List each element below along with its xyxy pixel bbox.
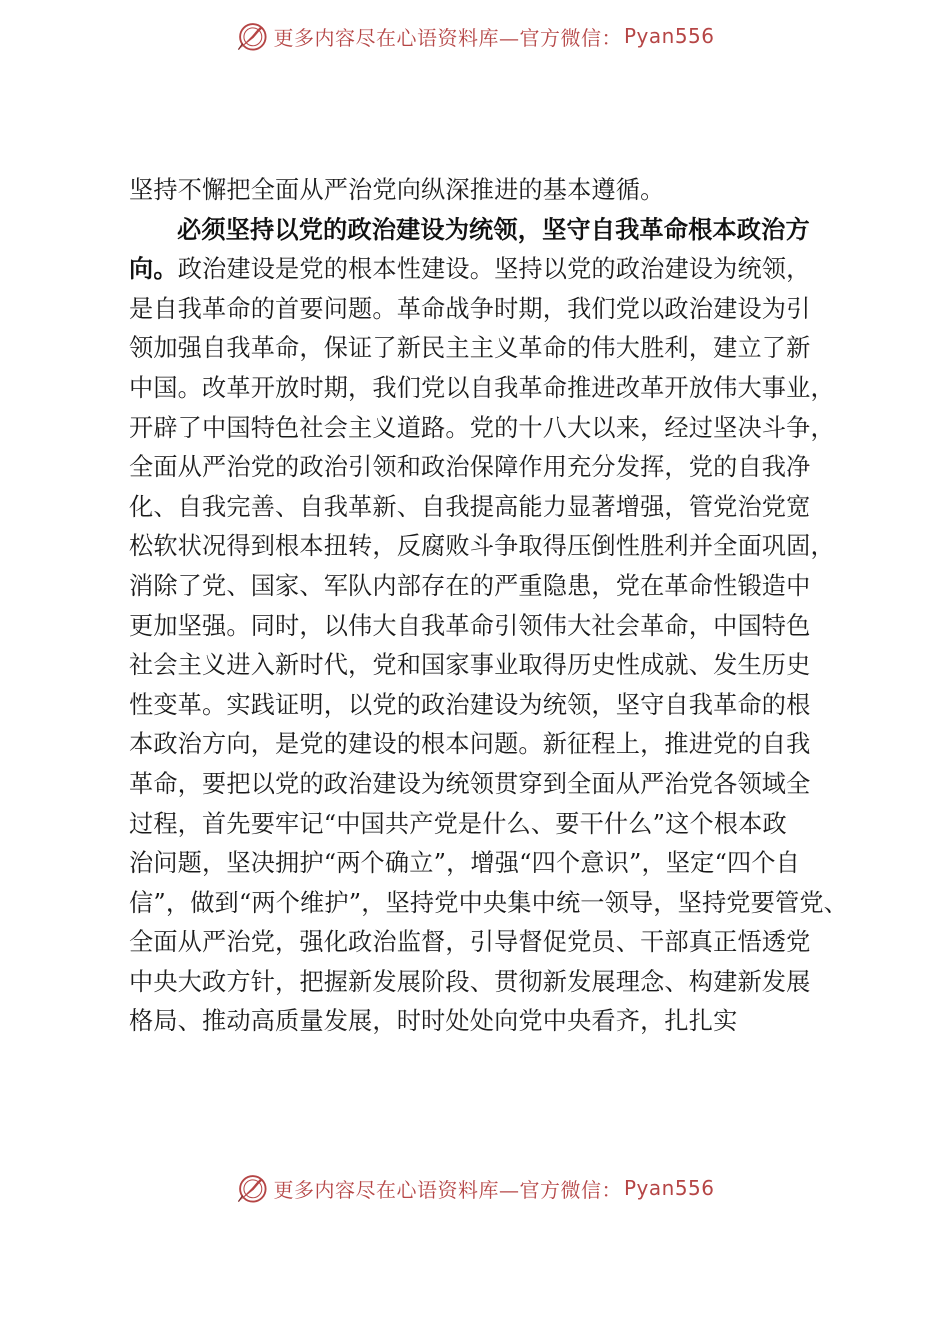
- text-segment: 中国。改革开放时期，我们党以自我革命推进改革开放伟大事业，: [129, 373, 835, 402]
- watermark-text: 更多内容尽在心语资料库—官方微信：: [273, 1177, 622, 1202]
- text-segment: 全面从严治党，强化政治监督，引导督促党员、干部真正悟透党: [129, 928, 811, 957]
- text-segment: 革命，要把以党的政治建设为统领贯穿到全面从严治党各领域全: [129, 769, 811, 798]
- text-line: [129, 211, 855, 251]
- text-line: [129, 725, 855, 765]
- text-segment: 政治建设是党的根本性建设。坚持以党的政治建设为统领，: [177, 255, 811, 284]
- text-line: [129, 448, 855, 488]
- text-segment: 坚持不懈把全面从严治党向纵深推进的基本遵循。: [129, 176, 665, 204]
- text-line: [129, 369, 855, 409]
- text-segment: 更加坚强。同时，以伟大自我革命引领伟大社会革命，中国特色: [129, 611, 811, 640]
- text-line: [129, 488, 855, 528]
- text-line: [129, 884, 855, 924]
- text-segment: 消除了党、国家、军队内部存在的严重隐患，党在革命性锻造中: [129, 571, 811, 600]
- text-line: [129, 527, 855, 567]
- text-line: [129, 171, 855, 211]
- text-line: [129, 607, 855, 647]
- text-segment: 全面从严治党的政治引领和政治保障作用充分发挥，党的自我净: [129, 453, 811, 482]
- text-segment: 信”，做到“两个维护”，坚持党中央集中统一领导，坚持党要管党、: [129, 888, 848, 917]
- text-segment: 本政治方向，是党的建设的根本问题。新征程上，推进党的自我: [129, 730, 811, 759]
- text-segment: 社会主义进入新时代，党和国家事业取得历史性成就、发生历史: [129, 651, 811, 680]
- text-segment: 是自我革命的首要问题。革命战争时期，我们党以政治建设为引: [129, 294, 811, 323]
- text-line: [129, 329, 855, 369]
- text-line: [129, 250, 855, 290]
- text-segment: 性变革。实践证明，以党的政治建设为统领，坚守自我革命的根: [129, 690, 811, 719]
- text-line: [129, 646, 855, 686]
- text-segment: 治问题，坚决拥护“两个确立”，增强“四个意识”，坚定“四个自: [129, 849, 801, 878]
- text-line: [129, 567, 855, 607]
- text-line: [129, 844, 855, 884]
- footer-watermark: [0, 1166, 950, 1210]
- text-segment: 中央大政方针，把握新发展阶段、贯彻新发展理念、构建新发展: [129, 967, 811, 996]
- watermark-wechat-id: Pyan556: [623, 24, 715, 48]
- text-segment: 过程，首先要牢记“中国共产党是什么、要干什么”这个根本政: [129, 809, 787, 838]
- text-line: [129, 963, 855, 1003]
- text-line: [129, 1002, 855, 1042]
- text-line: [129, 805, 855, 845]
- watermark-text: 更多内容尽在心语资料库—官方微信：: [273, 25, 622, 50]
- bold-heading-segment: 必须坚持以党的政治建设为统领，坚守自我革命根本政治方: [177, 215, 810, 244]
- text-segment: 领加强自我革命，保证了新民主主义革命的伟大胜利，建立了新: [129, 334, 811, 363]
- document-body: [129, 171, 855, 1042]
- text-line: [129, 290, 855, 330]
- text-line: [129, 923, 855, 963]
- bold-heading-segment: 向。: [129, 255, 178, 284]
- header-watermark: [0, 14, 950, 58]
- text-line: [129, 686, 855, 726]
- text-segment: 格局、推动高质量发展，时时处处向党中央看齐，扎扎实: [129, 1007, 738, 1036]
- pen-seal-logo-icon: [235, 1171, 269, 1205]
- text-segment: 松软状况得到根本扭转，反腐败斗争取得压倒性胜利并全面巩固，: [129, 532, 835, 561]
- text-segment: 开辟了中国特色社会主义道路。党的十八大以来，经过坚决斗争，: [129, 413, 835, 442]
- text-line: [129, 765, 855, 805]
- text-segment: 化、自我完善、自我革新、自我提高能力显著增强，管党治党宽: [129, 492, 811, 521]
- watermark-wechat-id: Pyan556: [623, 1176, 715, 1200]
- pen-seal-logo-icon: [235, 19, 269, 53]
- text-line: [129, 409, 855, 449]
